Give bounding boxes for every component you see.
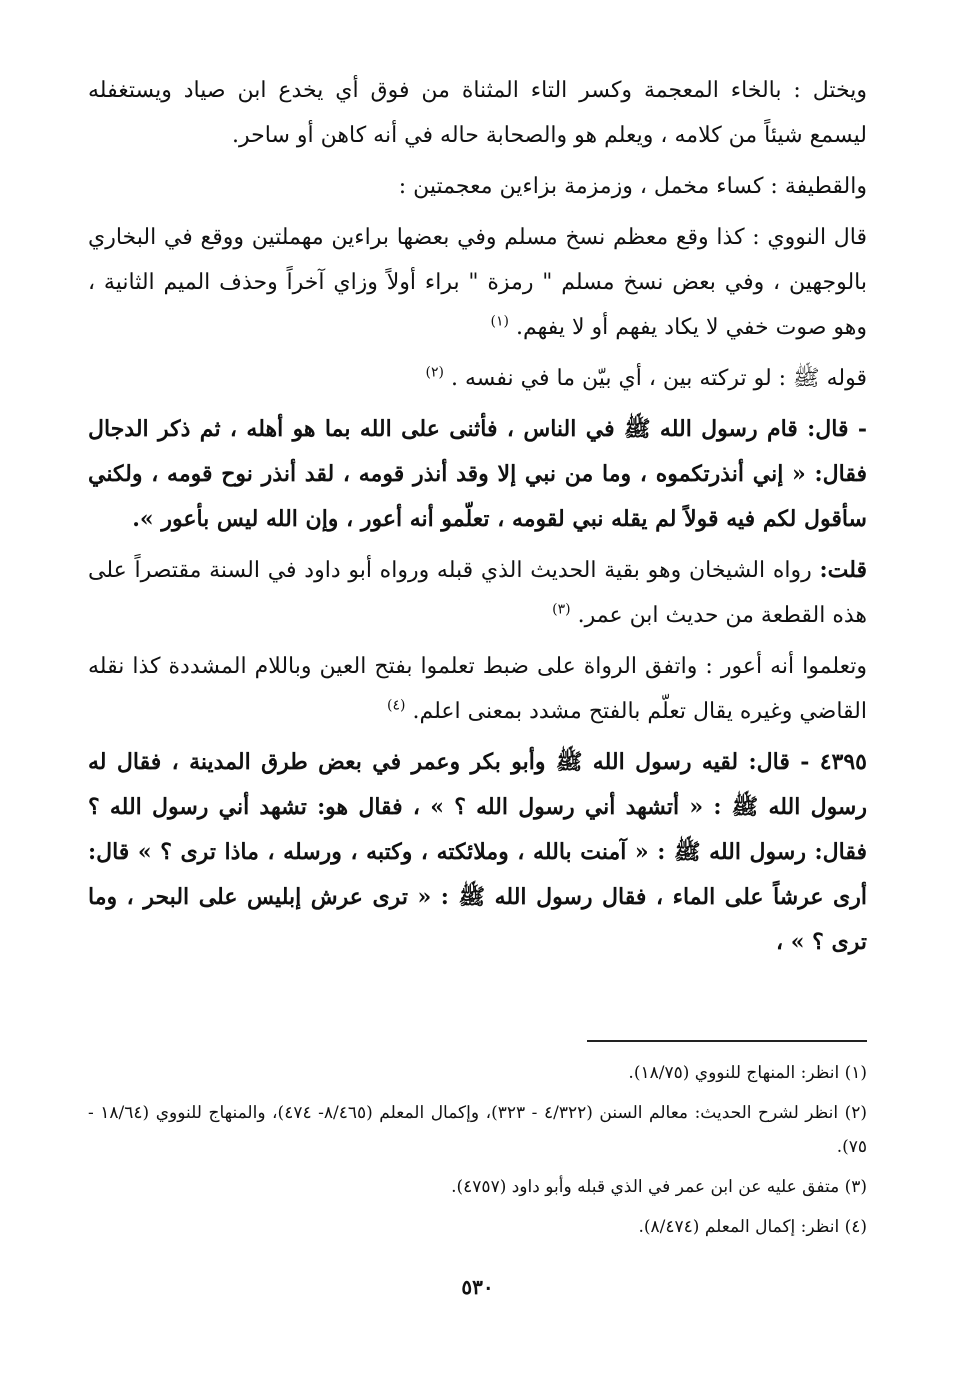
page-number: ٥٣٠ — [461, 1275, 494, 1299]
footnote-1: (١) انظر: المنهاج للنووي (١٨/٧٥). — [628, 1063, 867, 1083]
footnote-ref-4[interactable]: (٤) — [387, 697, 406, 714]
hadith-dajjal — [88, 407, 867, 542]
paragraph-nawawi-quote — [88, 215, 867, 350]
paragraph-qultu — [88, 548, 867, 638]
paragraph-text: قال النووي : كذا وقع معظم نسخ مسلم وفي بعضها براءين مهملتين ووقع في البخاري بالوجهين ، وفي بعض نسخ مسلم " رمزة " براء أولاً وزاي آخراً وحذف الميم الثانية ، وهو صوت خفي لا يكاد يفهم أو لا يفهم. — [88, 225, 867, 340]
footnote-divider — [587, 1040, 867, 1042]
footnote-3: (٣) متفق عليه عن ابن عمر في الذي قبله وأبو داود (٤٧٥٧). — [451, 1177, 867, 1197]
paragraph-text: قوله ﷺ : لو تركته بين ، أي بيّن ما في نفسه . — [451, 366, 867, 391]
footnote-2: (٢) انظر لشرح الحديث: معالم السنن (٤/٣٢٢ - ٣٢٣)، وإكمال المعلم (٨/٤٦٥- ٤٧٤)، والمنهاج للنووي (١٨/٦٤ - ٧٥). — [88, 1103, 867, 1157]
footnote-ref-3[interactable]: (٣) — [552, 601, 571, 618]
paragraph-lead: قلت: — [819, 557, 867, 583]
paragraph-text: - قال: قام رسول الله ﷺ في الناس ، فأثنى على الله بما هو أهله ، ثم ذكر الدجال فقال: « إني أنذرتكموه ، وما من نبي إلا وقد أنذر قومه ، لقد أنذر نوح قومه ، ولكني سأقول لكم فيه قولاً لم يقله نبي لقومه ، تعلّمو أنه أعور ، وإن الله ليس بأعور ». — [88, 416, 867, 532]
paragraph-text: رواه الشيخان وهو بقية الحديث الذي قبله ورواه أبو داود في السنة مقتصراً على هذه القطعة من حديث ابن عمر. — [88, 558, 867, 628]
paragraph-explanation-yakhtil — [88, 68, 867, 158]
paragraph-qawluhu — [88, 356, 867, 401]
hadith-4395 — [88, 740, 867, 965]
paragraph-text: وتعلموا أنه أعور : واتفق الرواة على ضبط تعلموا بفتح العين وباللام المشددة كذا نقله القاضي وغيره يقال تعلّم بالفتح مشدد بمعنى اعلم. — [88, 654, 867, 724]
main-text — [88, 68, 867, 971]
footnotes — [88, 1050, 867, 1250]
paragraph-text: ويختل : بالخاء المعجمة وكسر التاء المثناة من فوق أي يخدع ابن صياد ويستغفله ليسمع شيئاً من كلامه ، ويعلم هو والصحابة حاله في أنه كاهن أو ساحر. — [88, 78, 867, 148]
paragraph-text: والقطيفة : كساء مخمل ، وزمزمة بزاءين معجمتين : — [398, 174, 867, 199]
paragraph-explanation-qatifa — [88, 164, 867, 209]
paragraph-taalamu — [88, 644, 867, 734]
footnote-ref-1[interactable]: (١) — [490, 313, 509, 330]
footnote-4: (٤) انظر: إكمال المعلم (٨/٤٧٤). — [638, 1217, 867, 1237]
paragraph-text: ٤٣٩٥ - قال: لقيه رسول الله ﷺ وأبو بكر وعمر في بعض طرق المدينة ، فقال له رسول الله ﷺ : « أتشهد أني رسول الله ؟ » ، فقال هو: تشهد أني رسول الله ؟ فقال: رسول الله ﷺ : « آمنت بالله ، وملائكته ، وكتبه ، ورسله ، ماذا ترى ؟ » قال: أرى عرشاً على الماء ، فقال رسول الله ﷺ : « ترى عرش إبليس على البحر ، وما ترى ؟ » ، — [88, 749, 867, 955]
footnote-ref-2[interactable]: (٢) — [425, 364, 445, 381]
